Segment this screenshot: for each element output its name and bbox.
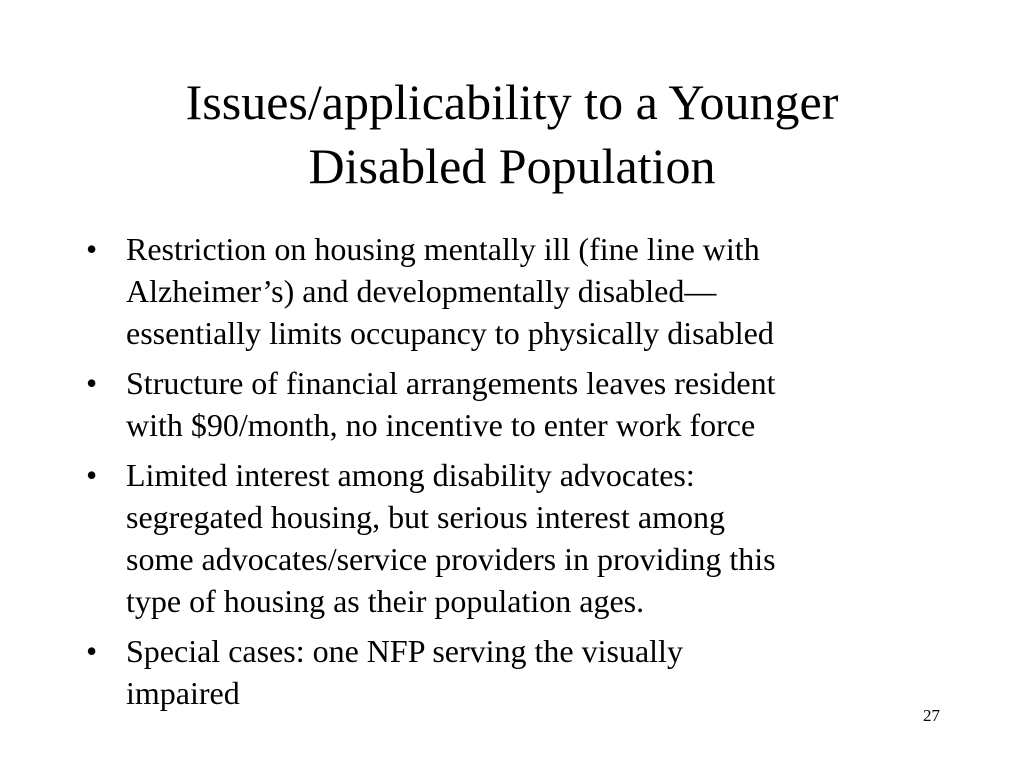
bullet-icon: • bbox=[86, 457, 98, 493]
bullet-item-special-cases bbox=[86, 630, 966, 714]
bullet-text-line: Restriction on housing mentally ill (fine line with bbox=[126, 231, 760, 267]
bullet-text-line: some advocates/service providers in providing this bbox=[126, 541, 776, 577]
bullet-text-line: type of housing as their population ages. bbox=[126, 583, 645, 619]
bullet-text-line: with $90/month, no incentive to enter work force bbox=[126, 407, 756, 443]
slide-title bbox=[60, 70, 964, 198]
bullet-item-advocate-interest bbox=[86, 454, 966, 622]
bullet-list bbox=[86, 228, 966, 722]
slide-title-line-1: Issues/applicability to a Younger bbox=[185, 74, 839, 130]
bullet-text-line: Alzheimer’s) and developmentally disabled— bbox=[126, 273, 717, 309]
slide-page-number: 27 bbox=[923, 706, 940, 725]
bullet-text-line: Special cases: one NFP serving the visually bbox=[126, 633, 683, 669]
slide-title-line-2: Disabled Population bbox=[308, 138, 716, 194]
bullet-icon: • bbox=[86, 365, 98, 401]
bullet-item-financial-structure bbox=[86, 362, 966, 446]
bullet-icon: • bbox=[86, 231, 98, 267]
bullet-text-line: segregated housing, but serious interest among bbox=[126, 499, 725, 535]
bullet-text-line: impaired bbox=[126, 675, 240, 711]
bullet-icon: • bbox=[86, 633, 98, 669]
bullet-text-line: Limited interest among disability advocates: bbox=[126, 457, 695, 493]
bullet-text-line: essentially limits occupancy to physically disabled bbox=[126, 315, 774, 351]
bullet-item-housing-restriction bbox=[86, 228, 966, 354]
bullet-text-line: Structure of financial arrangements leaves resident bbox=[126, 365, 776, 401]
